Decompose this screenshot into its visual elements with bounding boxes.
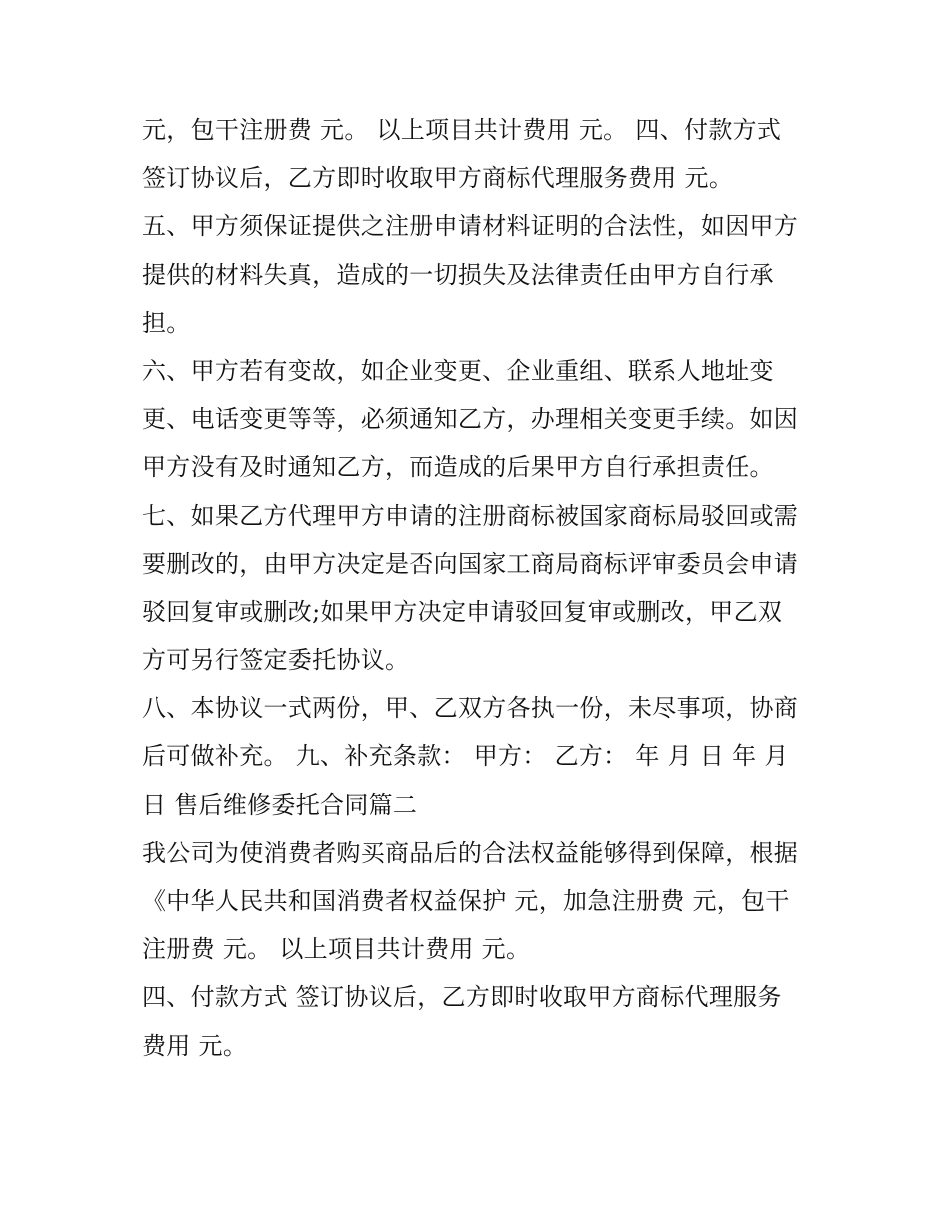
text-line: 方可另行签定委托协议。	[142, 646, 410, 675]
text-line: 八、本协议一式两份，甲、乙双方各执一份，未尽事项，协商	[142, 694, 799, 723]
text-line: 签订协议后，乙方即时收取甲方商标代理服务费用 元。	[142, 164, 734, 193]
text-line: 五、甲方须保证提供之注册申请材料证明的合法性，如因甲方	[142, 212, 799, 241]
text-line: 费用 元。	[142, 1031, 248, 1060]
text-line: 驳回复审或删改;如果甲方决定申请驳回复审或删改，甲乙双	[142, 597, 783, 626]
text-line: 四、付款方式 签订协议后，乙方即时收取甲方商标代理服务	[142, 983, 782, 1012]
text-line: 提供的材料失真，造成的一切损失及法律责任由甲方自行承	[142, 260, 774, 289]
text-line: 元，包干注册费 元。 以上项目共计费用 元。 四、付款方式	[142, 116, 782, 144]
text-line: 日 售后维修委托合同篇二	[142, 790, 418, 819]
document-body	[142, 106, 822, 1070]
text-line: 注册费 元。 以上项目共计费用 元。	[142, 935, 531, 964]
text-line: 甲方没有及时通知乙方，而造成的后果甲方自行承担责任。	[142, 453, 774, 482]
text-line: 七、如果乙方代理甲方申请的注册商标被国家商标局驳回或需	[142, 501, 799, 530]
text-line: 担。	[142, 308, 191, 337]
text-line: 我公司为使消费者购买商品后的合法权益能够得到保障，根据	[142, 838, 799, 867]
text-line: 后可做补充。 九、补充条款： 甲方： 乙方： 年 月 日 年 月	[142, 742, 789, 771]
text-line: 要删改的，由甲方决定是否向国家工商局商标评审委员会申请	[142, 549, 799, 578]
text-line: 《中华人民共和国消费者权益保护 元，加急注册费 元，包干	[142, 887, 790, 915]
text-line: 六、甲方若有变故，如企业变更、企业重组、联系人地址变	[142, 356, 774, 385]
text-line: 更、电话变更等等，必须通知乙方，办理相关变更手续。如因	[142, 405, 799, 434]
